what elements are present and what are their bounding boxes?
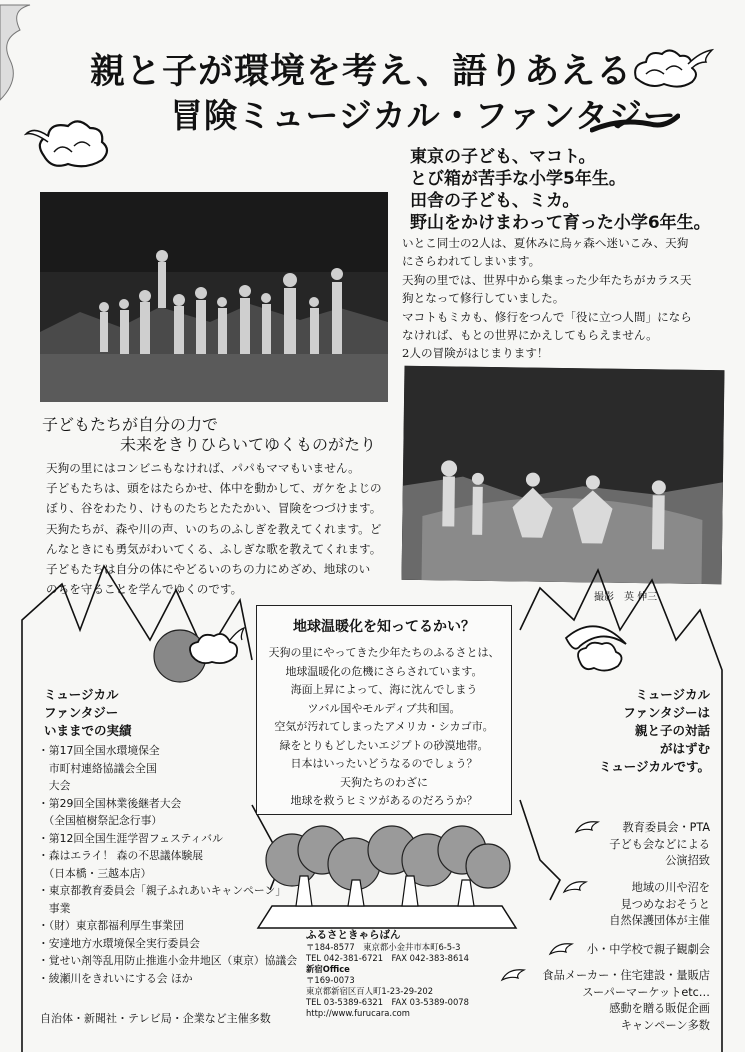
office-label: 新宿Office xyxy=(306,964,350,974)
story-line: いとこ同士の2人は、夏休みに烏ヶ森へ迷いこみ、天狗 xyxy=(402,236,689,250)
list-item: ・第17回全国水環境保全 xyxy=(38,744,160,757)
panel-line: 日本はいったいどうなるのでしょう？ xyxy=(290,757,478,770)
headline-line-1: 親と子が環境を考え、語りあえる xyxy=(90,51,633,92)
list-item: ・（財）東京都福利厚生事業団 xyxy=(38,919,184,932)
hq-zip: 〒184-8577 東京都小金井市本町6-5-3 xyxy=(306,942,461,952)
list-item: ・東京都教育委員会「親子ふれあいキャンペーン」 xyxy=(38,884,287,897)
headline-line-2: 冒険ミュージカル・ファンタジー xyxy=(170,96,677,135)
photo-credit: 撮影 英 伸三 xyxy=(594,592,658,603)
wing-icon xyxy=(500,966,526,984)
panel-title: 地球温暖化を知ってるかい？ xyxy=(293,619,475,635)
list-item: ・森はエライ！ 森の不思議体験展 xyxy=(38,849,204,862)
winged-cloud-icon xyxy=(24,112,124,180)
story-line: にさらわれてしまいます。 xyxy=(402,254,541,269)
wing-icon xyxy=(562,878,588,896)
heading-line: 親と子の対話 xyxy=(634,723,710,738)
list-item: ・第29回全国林業後継者大会 xyxy=(38,796,182,810)
moon-icon xyxy=(556,618,636,688)
list-item: ・綾瀬川をきれいにする会 ほか xyxy=(38,971,193,985)
website-url: http://www.furucara.com xyxy=(306,1008,410,1018)
panel-line: 海面上昇によって、海に沈んでしまう xyxy=(290,683,478,696)
list-item: 大会 xyxy=(38,779,71,792)
item-line: 教育委員会・PTA xyxy=(622,821,710,834)
item-line: 小・中学校で親子観劇会 xyxy=(586,943,710,956)
list-item: ・覚せい剤等乱用防止推進小金井地区（東京）協議会 xyxy=(38,954,298,967)
stage-photo-1 xyxy=(40,192,388,402)
item-line: 食品メーカー・住宅建設・量販店 xyxy=(542,969,710,982)
heading-line: ファンタジーは xyxy=(623,705,710,720)
list-item: 事業 xyxy=(38,901,71,915)
winged-cloud-icon xyxy=(630,44,714,96)
list-item: ・安達地方水環境保全実行委員会 xyxy=(38,936,200,950)
achievements-footer: 自治体・新聞社・テレビ局・企業など主催多数 xyxy=(40,1012,271,1025)
story-line: なければ、もとの世界にかえしてもらえません。 xyxy=(402,328,658,343)
desc-line: んなときにも勇気がわいてくる、ふしぎな歌を教えてくれます。 xyxy=(46,541,382,556)
list-item: （日本橋・三越本店） xyxy=(38,866,152,880)
item-line: スーパーマーケットetc… xyxy=(582,985,710,999)
panel-line: 天狗たちのわざに xyxy=(340,775,428,789)
heading-line: いままでの実績 xyxy=(44,723,132,738)
story-line: 2人の冒険がはじまります！ xyxy=(402,346,549,361)
winged-cloud-icon xyxy=(184,626,246,672)
intro-text xyxy=(410,146,730,234)
item-line: 子ども会などによる xyxy=(609,837,710,851)
item-line: 地域の川や沼を xyxy=(631,881,710,894)
office-tel: TEL 03-5389-6321 FAX 03-5389-0078 xyxy=(306,997,469,1007)
forest-illustration xyxy=(252,820,522,932)
item-line: 公演招致 xyxy=(665,854,710,867)
list-item: ・第12回全国生涯学習フェスティバル xyxy=(38,831,223,845)
story-line: 天狗の里では、世界中から集まった少年たちがカラス天 xyxy=(402,272,692,287)
heading-line: ファンタジー xyxy=(44,705,119,720)
office-zip: 〒169-0073 xyxy=(306,975,355,985)
stage-photo-2 xyxy=(402,366,725,584)
corner-cloud-icon xyxy=(0,0,80,110)
right-item-1 xyxy=(596,820,710,870)
desc-line: のちを守ることを学んでゆくのです。 xyxy=(46,582,243,597)
story-line: 狗となって修行していました。 xyxy=(402,291,565,306)
intro-line: とび箱が苦手な小学5年生。 xyxy=(410,169,626,189)
heading-line: ミュージカル xyxy=(44,687,119,702)
desc-line: 天狗たちが、森や川の声、いのちのふしぎを教えてくれます。ど xyxy=(46,521,382,536)
list-item: 市町村連絡協議会全国 xyxy=(38,761,157,775)
desc-line: 子どもたちは、頭をはたらかせ、体中を動かして、ガケをよじの xyxy=(46,481,382,496)
desc-line: 子どもたちは自分の体にやどるいのちの力にめざめ、地球のい xyxy=(46,562,371,577)
intro-line: 野山をかけまわって育った小学6年生。 xyxy=(410,213,711,233)
story-text xyxy=(402,234,722,363)
heading-line: がはずむ xyxy=(659,741,710,756)
panel-line: 地球温暖化の危機にさらされています。 xyxy=(285,664,483,678)
panel-line: 緑をとりもどしたいエジプトの砂漠地帯。 xyxy=(279,738,489,752)
panel-line: 地球を救うヒミツがあるのだろうか？ xyxy=(290,794,478,807)
wing-icon xyxy=(574,818,600,836)
item-line: 自然保護団体が主催 xyxy=(609,914,710,927)
office-addr: 東京都新宿区百人町1-23-29-202 xyxy=(306,986,434,996)
story-line: マコトもミカも、修行をつんで「役に立つ人間」になら xyxy=(402,309,692,324)
panel-line: 空気が汚れてしまったアメリカ・シカゴ市。 xyxy=(274,720,494,733)
desc-line: 天狗の里にはコンビニもなければ、パパもママもいません。 xyxy=(46,461,360,475)
hq-tel: TEL 042-381-6721 FAX 042-383-8614 xyxy=(306,953,469,963)
headline-flourish xyxy=(590,110,680,140)
wing-icon xyxy=(548,940,574,958)
heading-line: ミュージカル xyxy=(635,687,710,702)
right-item-4 xyxy=(520,968,710,1034)
panel-line: ツバル国やモルディブ共和国。 xyxy=(307,701,461,715)
company-info xyxy=(306,929,469,1019)
item-line: 見つめなおそうと xyxy=(620,897,710,911)
subheading-line-2: 未来をきりひらいてゆくものがたり xyxy=(120,435,377,454)
achievements-heading xyxy=(44,686,132,740)
subheading-line-1: 子どもたちが自分の力で xyxy=(42,415,219,434)
heading-line: ミュージカルです。 xyxy=(598,759,710,774)
dialogue-heading xyxy=(590,686,710,776)
panel-line: 天狗の里にやってきた少年たちのふるさとは、 xyxy=(268,646,500,659)
desc-line: ぼり、谷をわたり、けものたちとたたかい、冒険をつづけます。 xyxy=(46,501,382,516)
right-item-3 xyxy=(560,942,710,959)
item-line: 感動を贈る販促企画 xyxy=(609,1002,710,1015)
company-name: ふるさときゃらばん xyxy=(306,929,401,941)
right-item-2 xyxy=(596,880,710,930)
intro-line: 田舎の子ども、ミカ。 xyxy=(410,191,580,211)
intro-line: 東京の子ども、マコト。 xyxy=(410,147,596,167)
list-item: （全国植樹祭記念行事） xyxy=(38,814,163,827)
item-line: キャンペーン多数 xyxy=(620,1018,710,1032)
